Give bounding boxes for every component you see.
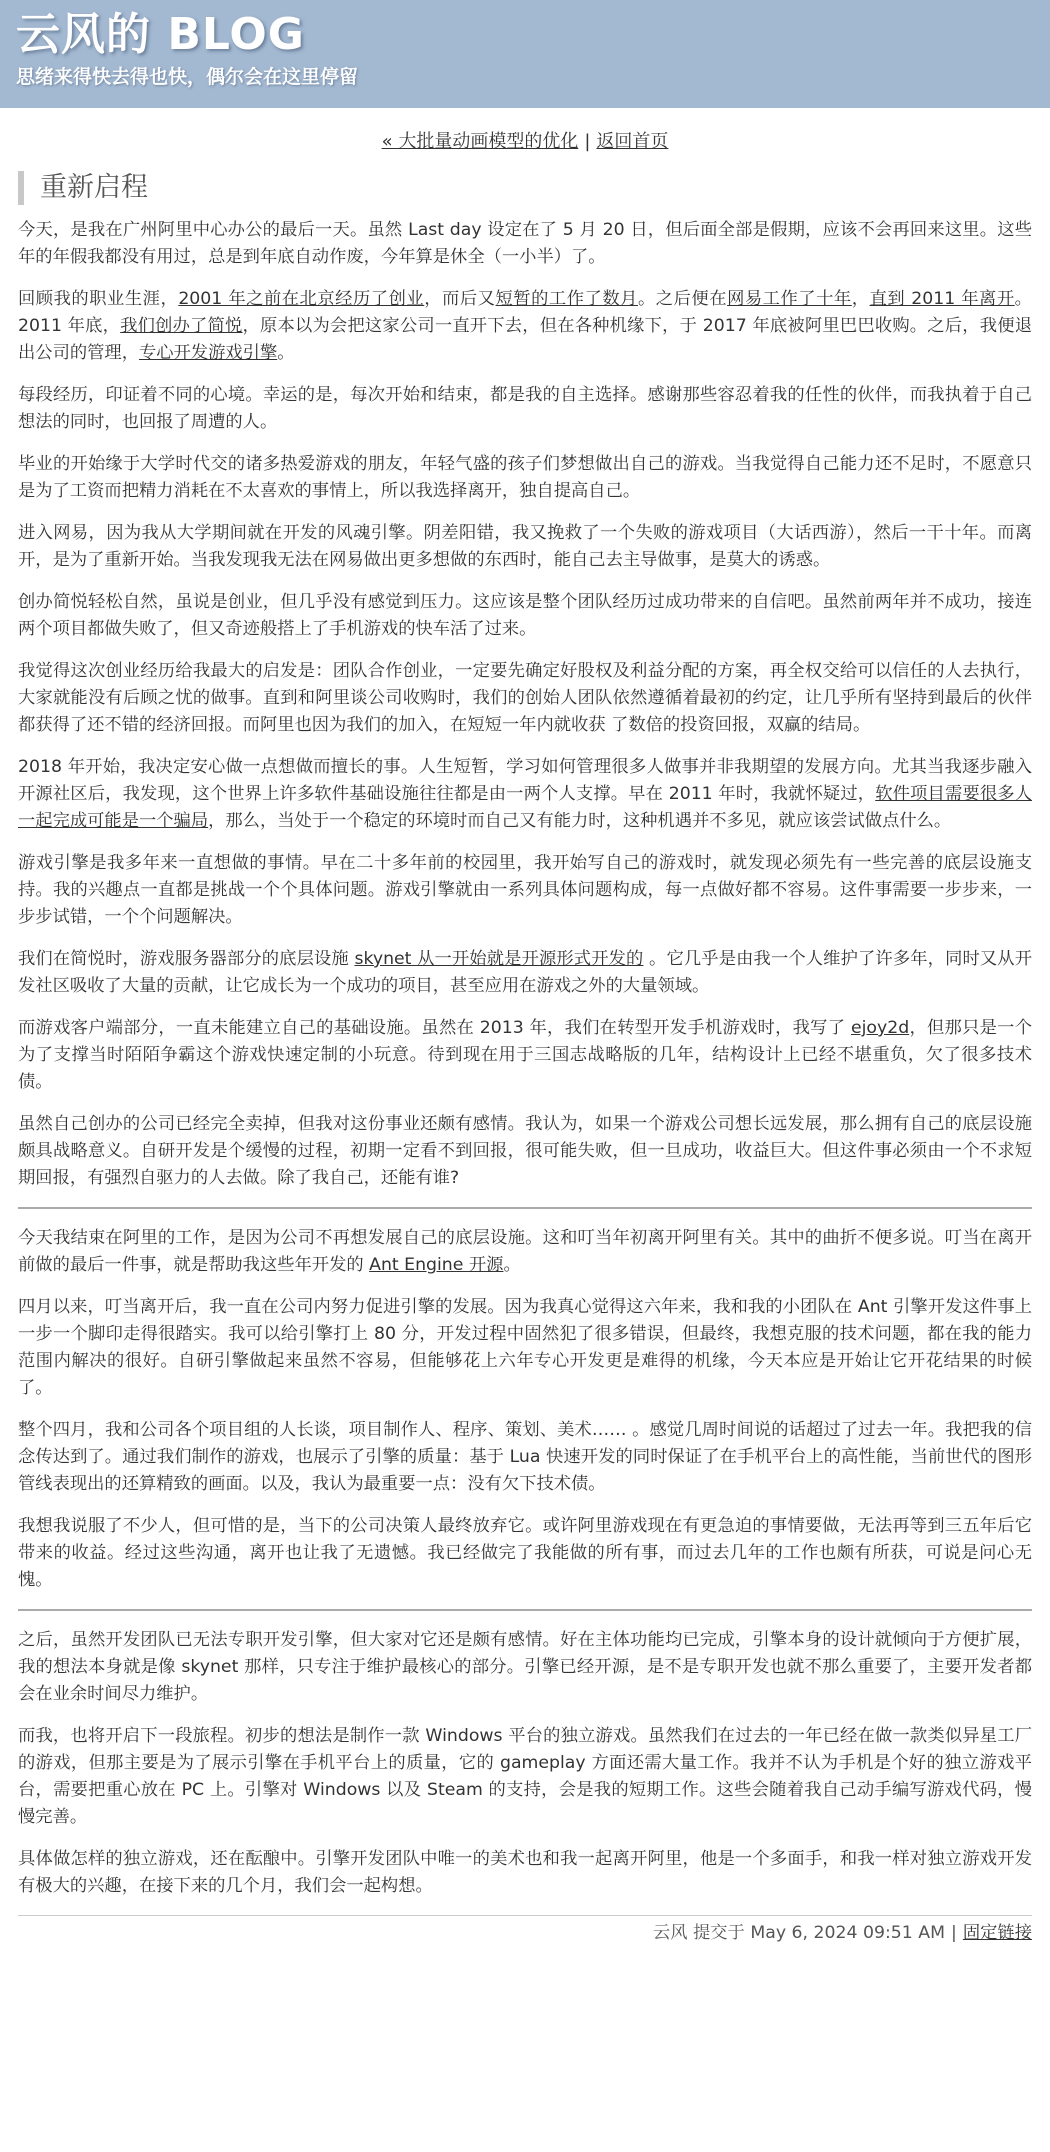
link-founded-jianyue[interactable]: 我们创办了简悦 [120, 316, 243, 336]
link-left-2011[interactable]: 直到 2011 年离开 [869, 289, 1015, 309]
post-meta [18, 1919, 1032, 1947]
paragraph-10 [18, 946, 1032, 1000]
paragraph-19: 具体做怎样的独立游戏，还在酝酿中。引擎开发团队中唯一的美术也和我一起离开阿里，他是一个多面手，和我一样对独立游戏开发有极大的兴趣，在接下来的几个月，我们会一起构想。 [18, 1849, 1032, 1896]
text: ，原本以为会把这家公司一直开下去，但在各种机缘下，于 2017 年底被阿里巴巴收购。之后，我便退出公司的管理， [18, 316, 1032, 363]
link-netease-ten-years[interactable]: 网易工作了十年 [727, 289, 852, 309]
section-divider [18, 1207, 1032, 1209]
footer-divider [18, 1915, 1032, 1916]
main-content [0, 129, 1050, 1947]
text: 回顾我的职业生涯， [18, 289, 179, 309]
post-navigation [18, 129, 1032, 155]
paragraph-6: 创办简悦轻松自然，虽说是创业，但几乎没有感觉到压力。这应该是整个团队经历过成功带来的自信吧。虽然前两年并不成功，接连两个项目都做失败了，但又奇迹般搭上了手机游戏的快车活了过来。 [18, 592, 1032, 639]
blog-header [0, 0, 1050, 108]
paragraph-4: 毕业的开始缘于大学时代交的诸多热爱游戏的朋友，年轻气盛的孩子们梦想做出自己的游戏。当我觉得自己能力还不足时，不愿意只是为了工资而把精力消耗在不太喜欢的事情上，所以我选择离开，独自提高自己。 [18, 454, 1032, 501]
link-skynet[interactable]: skynet 从一开始就是开源形式开发的 [354, 949, 644, 969]
post-body [18, 217, 1032, 1900]
section-divider [18, 1609, 1032, 1611]
text: 2018 年开始，我决定安心做一点想做而擅长的事。人生短暂，学习如何管理很多人做事并非我期望的发展方向。尤其当我逐步融入开源社区后，我发现，这个世界上许多软件基础设施往往都是由一两个人支撑。早在 2011 年时，我就怀疑过， [18, 757, 1032, 804]
text: 我们在简悦时，游戏服务器部分的底层设施 [18, 949, 355, 969]
blog-title[interactable]: 云风的 BLOG [16, 9, 305, 60]
link-ant-engine[interactable]: Ant Engine 开源 [369, 1255, 504, 1275]
paragraph-9: 游戏引擎是我多年来一直想做的事情。早在二十多年前的校园里，我开始写自己的游戏时，就发现必须先有一些完善的底层设施支持。我的兴趣点一直都是挑战一个个具体问题。游戏引擎就由一系列具体问题构成，每一点做好都不容易。这件事需要一步步来，一步步试错，一个个问题解决。 [18, 853, 1032, 927]
paragraph-3: 每段经历，印证着不同的心境。幸运的是，每次开始和结束，都是我的自主选择。感谢那些容忍着我的任性的伙伴，而我执着于自己想法的同时，也回报了周遭的人。 [18, 385, 1032, 432]
paragraph-16: 我想我说服了不少人，但可惜的是，当下的公司决策人最终放弃它。或许阿里游戏现在有更急迫的事情要做，无法再等到三五年后它带来的收益。经过这些沟通，离开也让我了无遗憾。我已经做完了我能做的所有事，而过去几年的工作也颇有所获，可说是问心无愧。 [18, 1516, 1032, 1590]
meta-separator: | [951, 1923, 957, 1943]
blog-tagline: 思绪来得快去得也快，偶尔会在这里停留 [16, 66, 359, 88]
link-software-scam[interactable]: 软件项目需要很多人一起完成可能是一个骗局 [18, 784, 1032, 831]
link-2001-startup[interactable]: 2001 年之前在北京经历了创业 [178, 289, 425, 309]
paragraph-18: 而我，也将开启下一段旅程。初步的想法是制作一款 Windows 平台的独立游戏。虽然我们在过去的一年已经在做一款类似异星工厂的游戏，但那主要是为了展示引擎在手机平台上的质量，它的 gameplay 方面还需大量工作。我并不认为手机是个好的独立游戏平台，需要把重心放在 PC 上。引擎对 Windows 以及 Steam 的支持，会是我的短期工作。这些会随着我自己动手编写游戏代码，慢慢完善。 [18, 1726, 1032, 1827]
nav-separator: | [584, 131, 591, 152]
text: 。 [277, 343, 295, 363]
post-byline: 云风 提交于 May 6, 2024 09:51 AM [652, 1923, 946, 1943]
link-short-job[interactable]: 短暂的工作了数月 [495, 289, 638, 309]
paragraph-14: 四月以来，叮当离开后，我一直在公司内努力促进引擎的发展。因为我真心觉得这六年来，我和我的小团队在 Ant 引擎开发这件事上一步一个脚印走得很踏实。我可以给引擎打上 80 分，开发过程中固然犯了很多错误，但最终，我想克服的技术问题，都在我的能力范围内解决的很好。自研引擎做起来虽然不容易，但能够花上六年专心开发更是难得的机缘，今天本应是开始让它开花结果的时候了。 [18, 1297, 1032, 1398]
link-ejoy2d[interactable]: ejoy2d [851, 1018, 910, 1038]
text: ，而后又 [424, 289, 496, 309]
paragraph-15: 整个四月，我和公司各个项目组的人长谈，项目制作人、程序、策划、美术…… 。感觉几周时间说的话超过了过去一年。我把我的信念传达到了。通过我们制作的游戏，也展示了引擎的质量：基于 Lua 快速开发的同时保证了在手机平台上的高性能，当前世代的图形管线表现出的还算精致的画面。以及，我认为最重要一点：没有欠下技术债。 [18, 1420, 1032, 1494]
paragraph-11 [18, 1015, 1032, 1096]
text: ，那么，当处于一个稳定的环境时而自己又有能力时，这种机遇并不多见，就应该尝试做点什么。 [208, 811, 952, 831]
text: 。之后便在 [638, 289, 728, 309]
paragraph-7: 我觉得这次创业经历给我最大的启发是：团队合作创业，一定要先确定好股权及利益分配的方案，再全权交给可以信任的人去执行，大家就能没有后顾之忧的做事。直到和阿里谈公司收购时，我们的创始人团队依然遵循着最初的约定，让几乎所有坚持到最后的伙伴都获得了还不错的经济回报。而阿里也因为我们的加入，在短短一年内就收获 了数倍的投资回报，双赢的结局。 [18, 661, 1032, 735]
paragraph-17: 之后，虽然开发团队已无法专职开发引擎，但大家对它还是颇有感情。好在主体功能均已完成，引擎本身的设计就倾向于方便扩展，我的想法本身就是像 skynet 那样，只专注于维护最核心的部分。引擎已经开源，是不是专职开发也就不那么重要了，主要开发者都会在业余时间尽力维护。 [18, 1630, 1032, 1704]
text: ，但那只是一个为了支撑当时陌陌争霸这个游戏快速定制的小玩意。待到现在用于三国志战略版的几年，结构设计上已经不堪重负，欠了很多技术债。 [18, 1018, 1032, 1092]
paragraph-13 [18, 1225, 1032, 1279]
home-link[interactable]: 返回首页 [596, 131, 669, 152]
text: 而游戏客户端部分，一直未能建立自己的基础设施。虽然在 2013 年，我们在转型开发手机游戏时，我写了 [18, 1018, 851, 1038]
post-title: 重新启程 [18, 171, 1032, 205]
paragraph-5: 进入网易，因为我从大学期间就在开发的风魂引擎。阴差阳错，我又挽救了一个失败的游戏项目（大话西游），然后一干十年。而离开，是为了重新开始。当我发现我无法在网易做出更多想做的东西时，能自己去主导做事，是莫大的诱惑。 [18, 523, 1032, 570]
paragraph-2 [18, 286, 1032, 367]
previous-post-link[interactable]: « 大批量动画模型的优化 [381, 131, 579, 152]
text: 。它几乎是由我一个人维护了许多年，同时又从开发社区吸收了大量的贡献，让它成长为一个成功的项目，甚至应用在游戏之外的大量领域。 [18, 949, 1032, 996]
permalink-link[interactable]: 固定链接 [962, 1923, 1032, 1943]
paragraph-8 [18, 754, 1032, 835]
text: 。 [503, 1255, 521, 1275]
text: 。2011 年底， [18, 289, 1032, 336]
link-game-engine[interactable]: 专心开发游戏引擎 [138, 343, 278, 363]
paragraph-12: 虽然自己创办的公司已经完全卖掉，但我对这份事业还颇有感情。我认为，如果一个游戏公司想长远发展，那么拥有自己的底层设施颇具战略意义。自研开发是个缓慢的过程，初期一定看不到回报，很可能失败，但一旦成功，收益巨大。但这件事必须由一个不求短期回报，有强烈自驱力的人去做。除了我自己，还能有谁? [18, 1114, 1032, 1188]
text: ， [851, 289, 870, 309]
paragraph-1: 今天，是我在广州阿里中心办公的最后一天。虽然 Last day 设定在了 5 月 20 日，但后面全部是假期，应该不会再回来这里。这些年的年假我都没有用过，总是到年底自动作废，今年算是休全（一小半）了。 [18, 220, 1032, 267]
text: 今天我结束在阿里的工作，是因为公司不再想发展自己的底层设施。这和叮当年初离开阿里有关。其中的曲折不便多说。叮当在离开前做的最后一件事，就是帮助我这些年开发的 [18, 1228, 1032, 1275]
